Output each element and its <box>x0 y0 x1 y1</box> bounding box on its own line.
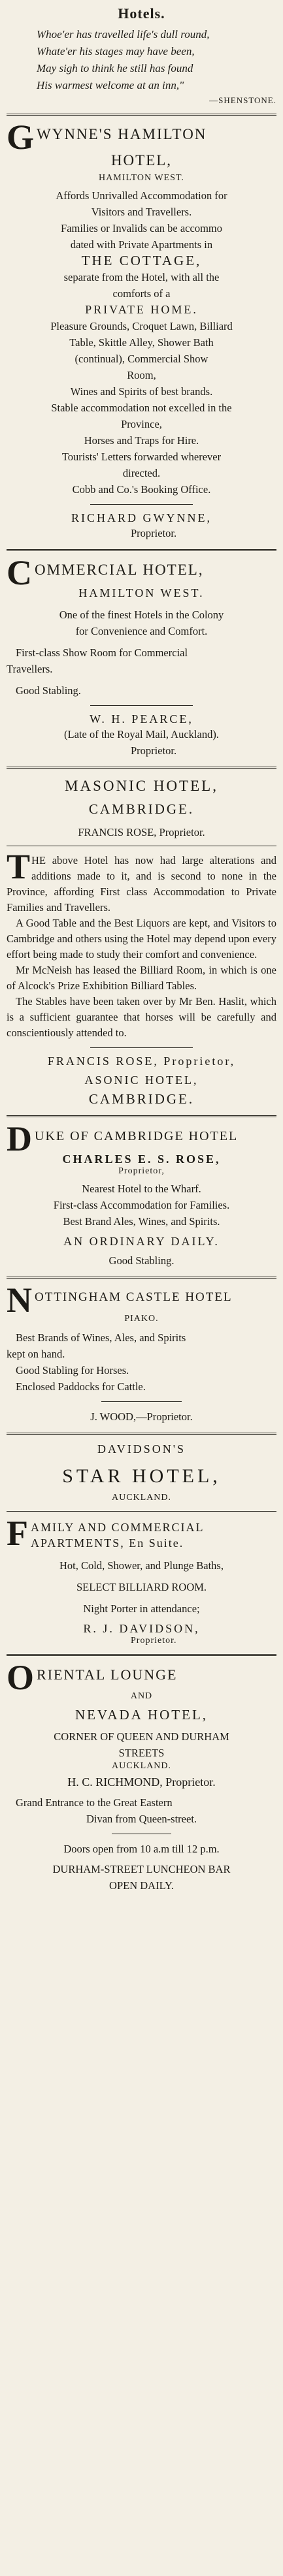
newspaper-column <box>7 0 276 1894</box>
ad-location: CAMBRIDGE. <box>88 801 195 817</box>
luncheon-line: DURHAM-STREET LUNCHEON BAR <box>52 1863 231 1875</box>
billiard-line: SELECT BILLIARD ROOM. <box>76 1581 207 1593</box>
ad-line: Horses and Traps for Hire. <box>84 434 199 447</box>
subtitle-text: AMILY AND COMMERCIAL <box>31 1521 205 1534</box>
hours-line: Doors open from 10 a.m till 12 p.m. <box>63 1843 220 1855</box>
ad-line: Stable accommodation not excelled in the <box>51 402 232 414</box>
ad-line: One of the finest Hotels in the Colony <box>59 609 224 621</box>
ad-line: Province, <box>121 418 162 430</box>
drop-cap: C <box>7 553 33 592</box>
poem-line: Whate'er his stages may have been, <box>37 45 195 57</box>
short-divider <box>90 705 193 706</box>
ad-body <box>7 847 276 1041</box>
title-text: RIENTAL LOUNGE <box>37 1666 178 1683</box>
ad-line: Families or Invalids can be accommo <box>61 222 222 234</box>
footer-location: CAMBRIDGE. <box>88 1091 195 1107</box>
ad-line: PRIVATE HOME. <box>85 303 198 316</box>
divider <box>7 549 276 551</box>
proprietor-name: CHARLES E. S. ROSE, <box>62 1153 221 1166</box>
proprietor-title: Proprietor. <box>131 527 177 539</box>
paragraph: HE above Hotel has now had large alterations and additions made to it, and is second to none in the Province, affording First class Accommodation to Private Families and Travellers. <box>7 854 276 914</box>
divider <box>7 767 276 769</box>
ad-title: STAR HOTEL, <box>62 1465 221 1487</box>
ad-line: (continual), Commercial Show <box>75 353 208 365</box>
proprietor-name: J. WOOD,—Proprietor. <box>90 1410 193 1423</box>
ad-line: Tourists' Letters forwarded wherever <box>61 451 222 463</box>
ad-title: MASONIC HOTEL, <box>65 778 218 794</box>
ad-line: Good Stabling. <box>16 684 81 697</box>
proprietor-title: Proprietor. <box>131 1636 177 1646</box>
ad-line: Cobb and Co.'s Booking Office. <box>72 483 211 496</box>
footer-title: ASONIC HOTEL, <box>84 1073 199 1087</box>
ad-location: HAMILTON WEST. <box>78 586 205 599</box>
paragraph: A Good Table and the Best Liquors are kept, and Visitors to Cambridge and others using the Hotel may depend upon every effort being made to study their comfort and convenience. <box>7 917 276 961</box>
ad-line: Good Stabling for Horses. <box>16 1364 129 1376</box>
ad-masonic-hotel <box>7 776 276 1107</box>
ad-line: kept on hand. <box>7 1348 65 1360</box>
ad-body <box>7 187 276 498</box>
ad-body <box>7 1329 276 1395</box>
ad-duke-of-cambridge-hotel <box>7 1119 276 1269</box>
drop-cap: N <box>7 1280 33 1320</box>
ad-line: dated with Private Apartments in <box>70 238 213 251</box>
daily-ordinary: AN ORDINARY DAILY. <box>63 1235 220 1248</box>
drop-cap: G <box>7 118 36 157</box>
title-text: WYNNE'S HAMILTON <box>37 126 207 142</box>
drop-cap: F <box>7 1514 29 1553</box>
open-daily-line: OPEN DAILY. <box>109 1879 174 1892</box>
short-divider <box>90 504 193 505</box>
porter-line: Night Porter in attendance; <box>83 1602 200 1615</box>
ad-body <box>7 1181 276 1230</box>
ad-oriental-lounge <box>7 1658 276 1894</box>
ad-line: Pleasure Grounds, Croquet Lawn, Billiard <box>50 320 233 332</box>
ad-line: First-class Accommodation for Families. <box>53 1199 230 1211</box>
ad-commercial-hotel <box>7 553 276 759</box>
ad-line: directed. <box>122 467 161 479</box>
ad-body <box>7 607 276 699</box>
proprietor-name: R. J. DAVIDSON, <box>83 1622 200 1635</box>
ad-line: comforts of a <box>112 287 171 300</box>
ad-line: Nearest Hotel to the Wharf. <box>82 1183 201 1195</box>
title-text: OMMERCIAL HOTEL, <box>35 562 204 578</box>
ad-title <box>7 1119 276 1158</box>
ad-line: Visitors and Travellers. <box>91 206 192 218</box>
divider <box>7 1277 276 1279</box>
ad-nottingham-castle-hotel <box>7 1280 276 1425</box>
divider <box>7 114 276 116</box>
stabling-note: Good Stabling. <box>108 1254 175 1267</box>
drop-cap: D <box>7 1119 33 1158</box>
drop-cap: O <box>7 1658 36 1697</box>
subtitle-text-2: APARTMENTS, En Suite. <box>31 1536 184 1550</box>
proprietor-name: RICHARD GWYNNE, <box>71 511 212 524</box>
ad-line: Enclosed Paddocks for Cattle. <box>16 1380 146 1393</box>
ad-location: HAMILTON WEST. <box>99 173 184 183</box>
drop-cap: T <box>7 847 31 886</box>
divider <box>7 1115 276 1117</box>
ad-gwynnes-hamilton-hotel <box>7 118 276 541</box>
ad-line: for Convenience and Comfort. <box>75 625 208 637</box>
divider <box>7 1654 276 1656</box>
poem-credit: —SHENSTONE. <box>209 95 276 105</box>
ad-title-line-2: HOTEL, <box>110 152 173 168</box>
ad-body <box>7 1794 276 1827</box>
proprietor-title: Proprietor. <box>131 744 177 757</box>
divider <box>7 1433 276 1435</box>
paragraph: The Stables have been taken over by Mr Ben. Haslit, which is a sufficient guarantee that horses will be carefully and conscientiously attended to. <box>7 995 276 1039</box>
proprietor-line: FRANCIS ROSE, Proprietor. <box>78 826 205 838</box>
poem-line: His warmest welcome at an inn," <box>37 79 184 91</box>
ad-title <box>7 118 276 157</box>
short-divider <box>101 1401 182 1402</box>
proprietor-name: W. H. PEARCE, <box>90 712 193 725</box>
ad-line: Best Brands of Wines, Ales, and Spirits <box>16 1331 186 1344</box>
short-divider <box>90 1047 193 1048</box>
ad-line: Room, <box>127 369 156 381</box>
streets-line: STREETS <box>118 1747 165 1759</box>
ad-subtitle <box>7 1514 276 1553</box>
ad-line: Affords Unrivalled Accommodation for <box>56 189 227 202</box>
title-text: OTTINGHAM CASTLE HOTEL <box>35 1290 233 1304</box>
ad-line: separate from the Hotel, with all the <box>63 271 220 283</box>
proprietor-title: Proprietor, <box>118 1166 165 1176</box>
ad-davidsons-star-hotel <box>7 1442 276 1646</box>
ad-line: Travellers. <box>7 663 53 675</box>
section-heading: Hotels. <box>118 5 165 22</box>
ad-location: PIAKO. <box>124 1314 159 1324</box>
ad-line: THE COTTAGE, <box>81 253 202 268</box>
poem-line: May sigh to think he still has found <box>37 62 193 74</box>
epigraph-poem <box>7 26 276 94</box>
ad-line: First-class Show Room for Commercial <box>16 646 188 659</box>
owner-name: DAVIDSON'S <box>97 1442 186 1455</box>
poem-line: Whoe'er has travelled life's dull round, <box>37 28 210 40</box>
divider <box>7 1511 276 1512</box>
and-line: AND <box>130 1691 153 1701</box>
ad-line: Wines and Spirits of best brands. <box>70 385 213 398</box>
proprietor-late-of: (Late of the Royal Mail, Auckland). <box>64 728 219 740</box>
entrance-line-2: Divan from Queen-street. <box>86 1813 197 1825</box>
entrance-line: Grand Entrance to the Great Eastern <box>16 1796 173 1809</box>
corner-line: CORNER OF QUEEN AND DURHAM <box>54 1730 229 1743</box>
baths-line: Hot, Cold, Shower, and Plunge Baths, <box>59 1559 224 1572</box>
ad-title <box>7 553 276 592</box>
proprietor-footer: FRANCIS ROSE, Proprietor, <box>47 1055 236 1068</box>
ad-line: Table, Skittle Alley, Shower Bath <box>69 336 214 349</box>
proprietor-name: H. C. RICHMOND, Proprietor. <box>67 1775 216 1789</box>
ad-title-line-2: NEVADA HOTEL, <box>75 1707 208 1723</box>
title-text: UKE OF CAMBRIDGE HOTEL <box>35 1129 239 1143</box>
ad-location: AUCKLAND. <box>111 1761 172 1771</box>
ad-location: AUCKLAND. <box>111 1493 172 1503</box>
paragraph: Mr McNeish has leased the Billiard Room, in which is one of Alcock's Prize Exhibition Billiard Tables. <box>7 964 276 992</box>
ad-line: Best Brand Ales, Wines, and Spirits. <box>63 1215 220 1228</box>
